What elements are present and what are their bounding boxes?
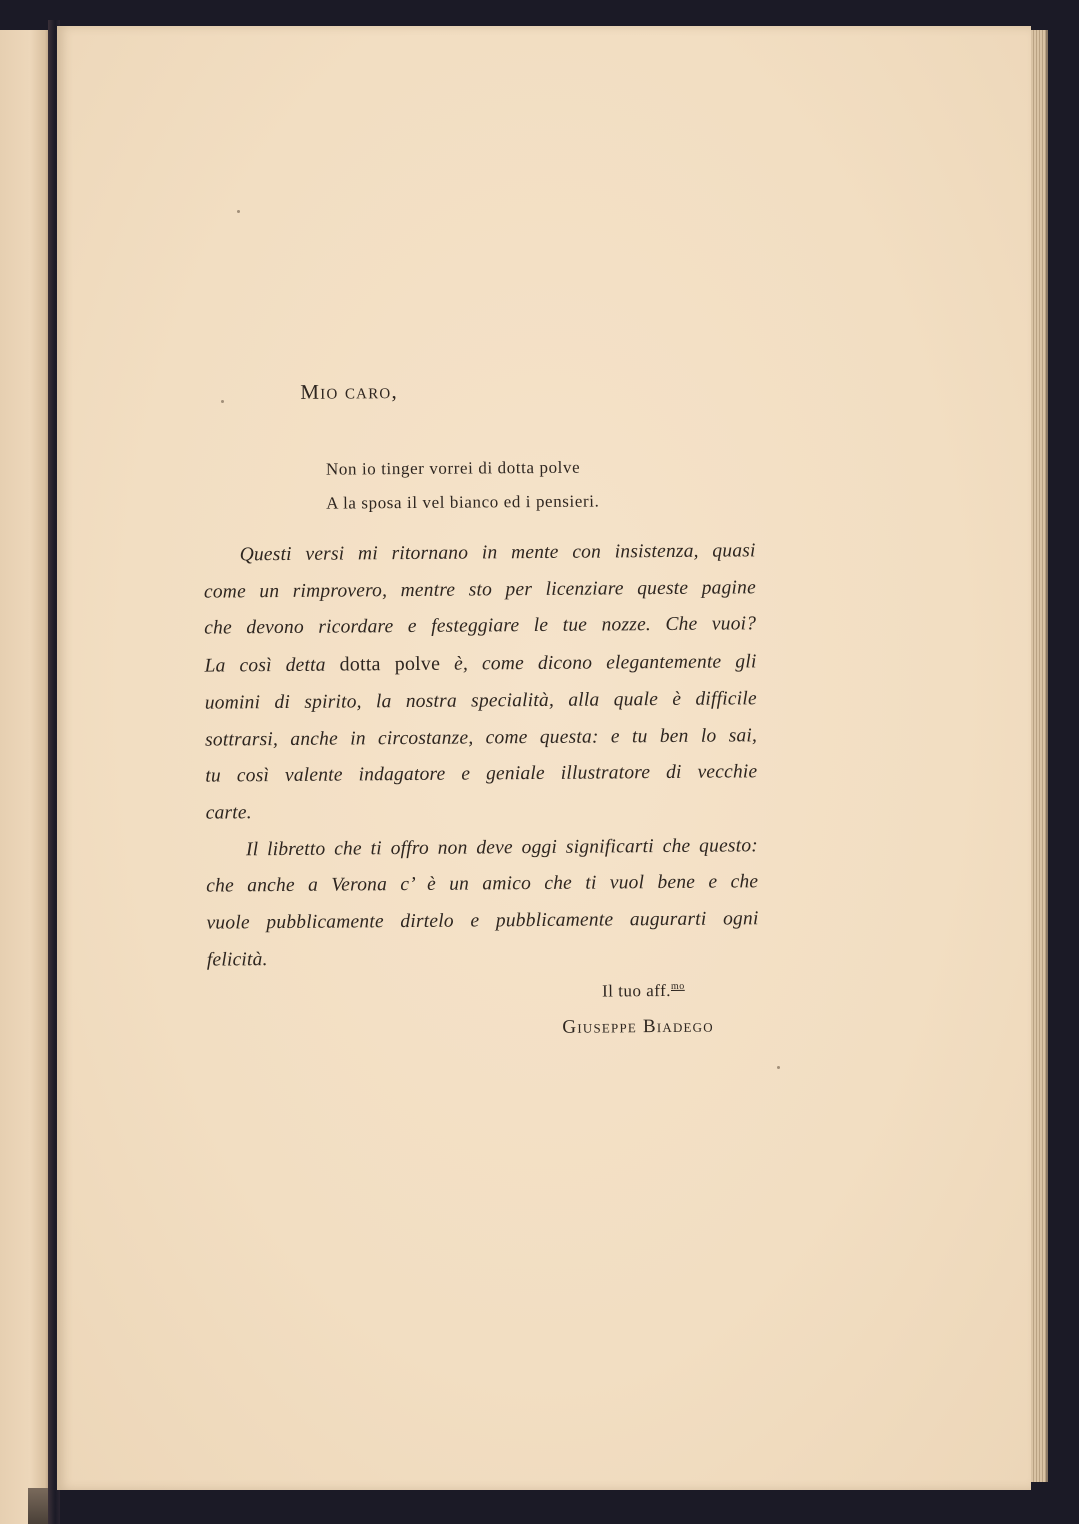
paragraph2-line: Il libretto che ti offro non deve oggi significarti che questo:: [245, 834, 759, 860]
book-page: [57, 26, 1031, 1490]
paragraph1-line: sottrarsi, anche in circostanze, come questa: e tu ben lo sai,: [205, 724, 758, 751]
closing-text: Il tuo aff.: [602, 980, 672, 1001]
line-segment: è, come dicono elegantemente gli: [440, 651, 757, 675]
paragraph1-line: che devono ricordare e festeggiare le tue nozze. Che vuoi?: [204, 613, 757, 640]
paragraph1-line: come un rimprovero, mentre sto per licenziare queste pagine: [203, 576, 757, 603]
closing-superscript: mo: [670, 980, 685, 992]
verse-quote: [326, 451, 600, 521]
paragraph2-line: che anche a Verona c’ è un amico che ti vuol bene e che: [206, 871, 759, 897]
paragraph1-line: uomini di spirito, la nostra specialità, alla quale è difficile: [204, 688, 757, 714]
page-text: [52, 22, 1037, 1494]
paragraph2-line: felicità.: [206, 948, 268, 971]
verse-line: A la sposa il vel bianco ed i pensieri.: [326, 491, 600, 513]
roman-phrase: dotta polve: [339, 652, 441, 676]
paragraph1-line: carte.: [205, 802, 252, 824]
paragraph1-line: [204, 643, 756, 685]
salutation: Mio caro,: [300, 379, 398, 404]
closing-line: [602, 981, 685, 1002]
signature: Giuseppe Biadego: [562, 1015, 714, 1038]
verse-line: Non io tinger vorrei di dotta polve: [325, 457, 581, 479]
paragraph1-line: Questi versi mi ritornano in mente con insistenza, quasi: [239, 540, 756, 566]
line-segment: La così detta: [204, 654, 340, 677]
paragraph2-line: vuole pubblicamente dirtelo e pubblicamente augurarti ogni: [206, 908, 759, 934]
paragraph1-line: tu così valente indagatore e geniale illustratore di vecchie: [205, 761, 758, 787]
previous-page-edge: [0, 30, 50, 1524]
letter-body: [204, 533, 759, 979]
